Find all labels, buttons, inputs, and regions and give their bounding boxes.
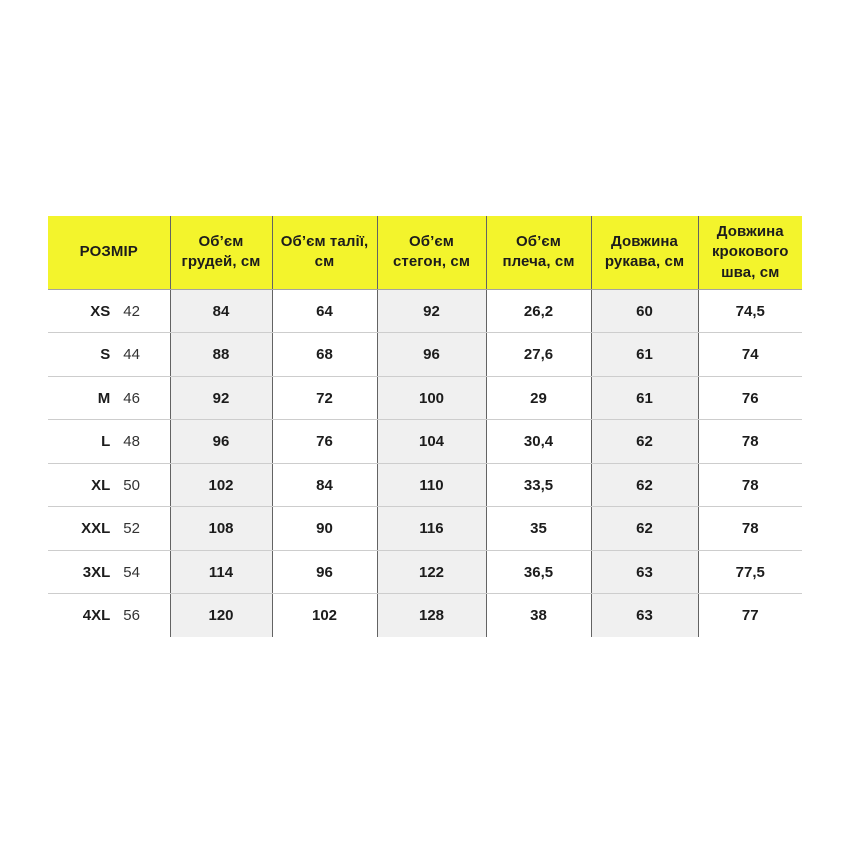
chest-value: 84 [170, 289, 272, 333]
size-label: XL [91, 476, 111, 494]
table-row [48, 376, 802, 420]
sleeve-value: 62 [591, 507, 698, 551]
shoulder-value: 29 [486, 376, 591, 420]
waist-value: 90 [272, 507, 377, 551]
table-row [48, 594, 802, 638]
size-cell [48, 420, 170, 464]
sleeve-value: 60 [591, 289, 698, 333]
table-row [48, 333, 802, 377]
table-row [48, 463, 802, 507]
shoulder-value: 35 [486, 507, 591, 551]
hips-value: 100 [377, 376, 486, 420]
hips-value: 110 [377, 463, 486, 507]
size-number: 56 [123, 607, 140, 625]
size-number: 44 [123, 346, 140, 363]
size-label: M [97, 389, 111, 407]
sleeve-value: 62 [591, 420, 698, 464]
sleeve-value: 63 [591, 594, 698, 638]
table-row [48, 420, 802, 464]
chest-value: 102 [170, 463, 272, 507]
col-header-sleeve: Довжина рукава, см [591, 216, 698, 289]
size-number: 42 [123, 302, 140, 320]
waist-value: 72 [272, 376, 377, 420]
waist-value: 96 [272, 550, 377, 594]
sleeve-value: 62 [591, 463, 698, 507]
shoulder-value: 30,4 [486, 420, 591, 464]
waist-value: 68 [272, 333, 377, 377]
inseam-value: 78 [698, 463, 802, 507]
hips-value: 122 [377, 550, 486, 594]
waist-value: 76 [272, 420, 377, 464]
shoulder-value: 36,5 [486, 550, 591, 594]
inseam-value: 74,5 [698, 289, 802, 333]
chest-value: 96 [170, 420, 272, 464]
size-cell [48, 463, 170, 507]
waist-value: 64 [272, 289, 377, 333]
table-row [48, 289, 802, 333]
size-label: XS [90, 302, 111, 320]
inseam-value: 74 [698, 333, 802, 377]
size-cell [48, 594, 170, 638]
hips-value: 92 [377, 289, 486, 333]
sleeve-value: 61 [591, 333, 698, 377]
size-number: 52 [123, 520, 140, 537]
inseam-value: 77,5 [698, 550, 802, 594]
size-number: 54 [123, 563, 140, 581]
sleeve-value: 61 [591, 376, 698, 420]
size-cell [48, 333, 170, 377]
shoulder-value: 38 [486, 594, 591, 638]
chest-value: 92 [170, 376, 272, 420]
col-header-shoulder: Об’єм плеча, см [486, 216, 591, 289]
size-label: L [101, 433, 111, 450]
table-row [48, 507, 802, 551]
table-row [48, 550, 802, 594]
size-number: 48 [123, 433, 140, 450]
col-header-waist: Об’єм талії, см [272, 216, 377, 289]
col-header-chest: Об’єм грудей, см [170, 216, 272, 289]
sleeve-value: 63 [591, 550, 698, 594]
table-body [48, 289, 802, 637]
size-chart-table [48, 216, 802, 637]
hips-value: 128 [377, 594, 486, 638]
hips-value: 116 [377, 507, 486, 551]
chest-value: 120 [170, 594, 272, 638]
size-number: 50 [123, 476, 140, 494]
chest-value: 108 [170, 507, 272, 551]
col-header-hips: Об’єм стегон, см [377, 216, 486, 289]
shoulder-value: 33,5 [486, 463, 591, 507]
header-row [48, 216, 802, 289]
size-cell [48, 507, 170, 551]
waist-value: 84 [272, 463, 377, 507]
hips-value: 104 [377, 420, 486, 464]
inseam-value: 78 [698, 507, 802, 551]
shoulder-value: 26,2 [486, 289, 591, 333]
col-header-size: РОЗМІР [48, 216, 170, 289]
inseam-value: 76 [698, 376, 802, 420]
size-label: XXL [81, 520, 111, 537]
size-cell [48, 550, 170, 594]
size-label: 3XL [82, 563, 111, 581]
size-label: 4XL [82, 607, 111, 625]
size-cell [48, 376, 170, 420]
size-label: S [100, 346, 111, 363]
size-cell [48, 289, 170, 333]
chest-value: 114 [170, 550, 272, 594]
col-header-inseam: Довжина крокового шва, см [698, 216, 802, 289]
shoulder-value: 27,6 [486, 333, 591, 377]
inseam-value: 78 [698, 420, 802, 464]
hips-value: 96 [377, 333, 486, 377]
inseam-value: 77 [698, 594, 802, 638]
size-number: 46 [123, 389, 140, 407]
waist-value: 102 [272, 594, 377, 638]
chest-value: 88 [170, 333, 272, 377]
